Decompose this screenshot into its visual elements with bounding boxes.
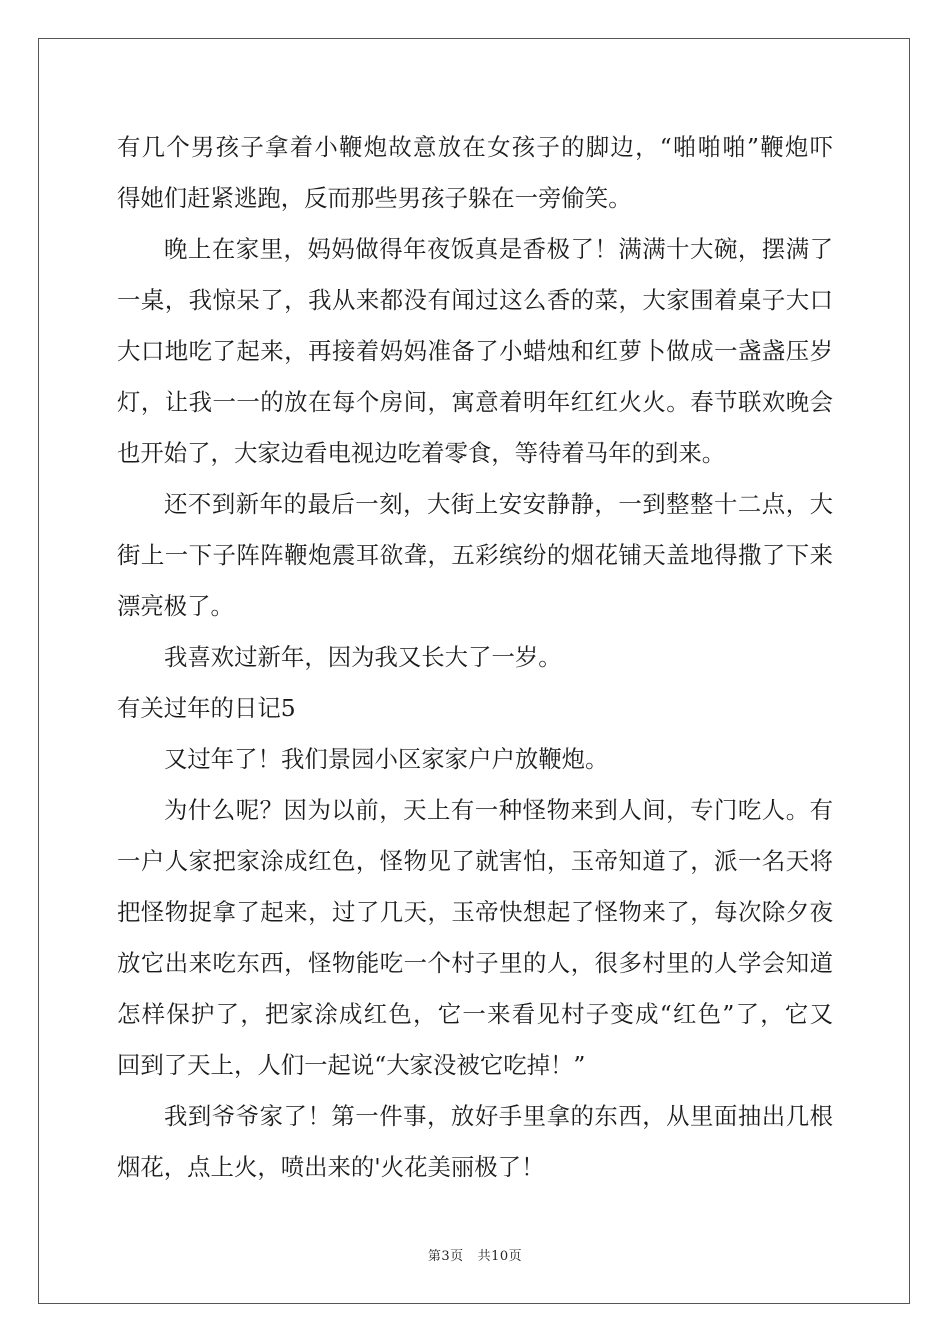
text-line: 放它出来吃东西，怪物能吃一个村子里的人，很多村里的人学会知道 [117, 949, 833, 977]
document-body [117, 122, 833, 1193]
text-line: 我到爷爷家了！第一件事，放好手里拿的东西，从里面抽出几根 [164, 1102, 833, 1130]
text-line: 把怪物捉拿了起来，过了几天，玉帝快想起了怪物来了，每次除夕夜 [117, 898, 833, 926]
text-line: 灯，让我一一的放在每个房间，寓意着明年红红火火。春节联欢晚会 [117, 388, 833, 416]
text-line: 有几个男孩子拿着小鞭炮故意放在女孩子的脚边，“啪啪啪”鞭炮吓 [117, 133, 833, 161]
page-number: 第3页 [427, 1249, 464, 1264]
text-line: 一桌，我惊呆了，我从来都没有闻过这么香的菜，大家围着桌子大口 [117, 286, 833, 314]
section-heading: 有关过年的日记5 [117, 694, 296, 722]
text-line: 一户人家把家涂成红色，怪物见了就害怕，玉帝知道了，派一名天将 [117, 847, 833, 875]
text-line: 还不到新年的最后一刻，大街上安安静静，一到整整十二点，大 [164, 490, 833, 518]
text-line: 怎样保护了，把家涂成红色，它一来看见村子变成“红色”了，它又 [117, 1000, 833, 1028]
text-line: 又过年了！我们景园小区家家户户放鞭炮。 [164, 745, 609, 773]
text-line: 我喜欢过新年，因为我又长大了一岁。 [164, 643, 562, 671]
text-line: 烟花，点上火，喷出来的'火花美丽极了！ [117, 1153, 545, 1181]
text-line: 为什么呢？因为以前，天上有一种怪物来到人间，专门吃人。有 [164, 796, 833, 824]
text-line: 街上一下子阵阵鞭炮震耳欲聋，五彩缤纷的烟花铺天盖地得撒了下来 [117, 541, 833, 569]
text-line: 大口地吃了起来，再接着妈妈准备了小蜡烛和红萝卜做成一盏盏压岁 [117, 337, 833, 365]
page-footer [0, 1245, 950, 1264]
page-total: 共10页 [477, 1249, 523, 1264]
text-line: 也开始了，大家边看电视边吃着零食，等待着马年的到来。 [117, 439, 726, 467]
text-line: 漂亮极了。 [117, 592, 234, 620]
text-line: 晚上在家里，妈妈做得年夜饭真是香极了！满满十大碗，摆满了 [164, 235, 833, 263]
text-line: 回到了天上，人们一起说“大家没被它吃掉！” [117, 1051, 586, 1079]
text-line: 得她们赶紧逃跑，反而那些男孩子躲在一旁偷笑。 [117, 184, 632, 212]
